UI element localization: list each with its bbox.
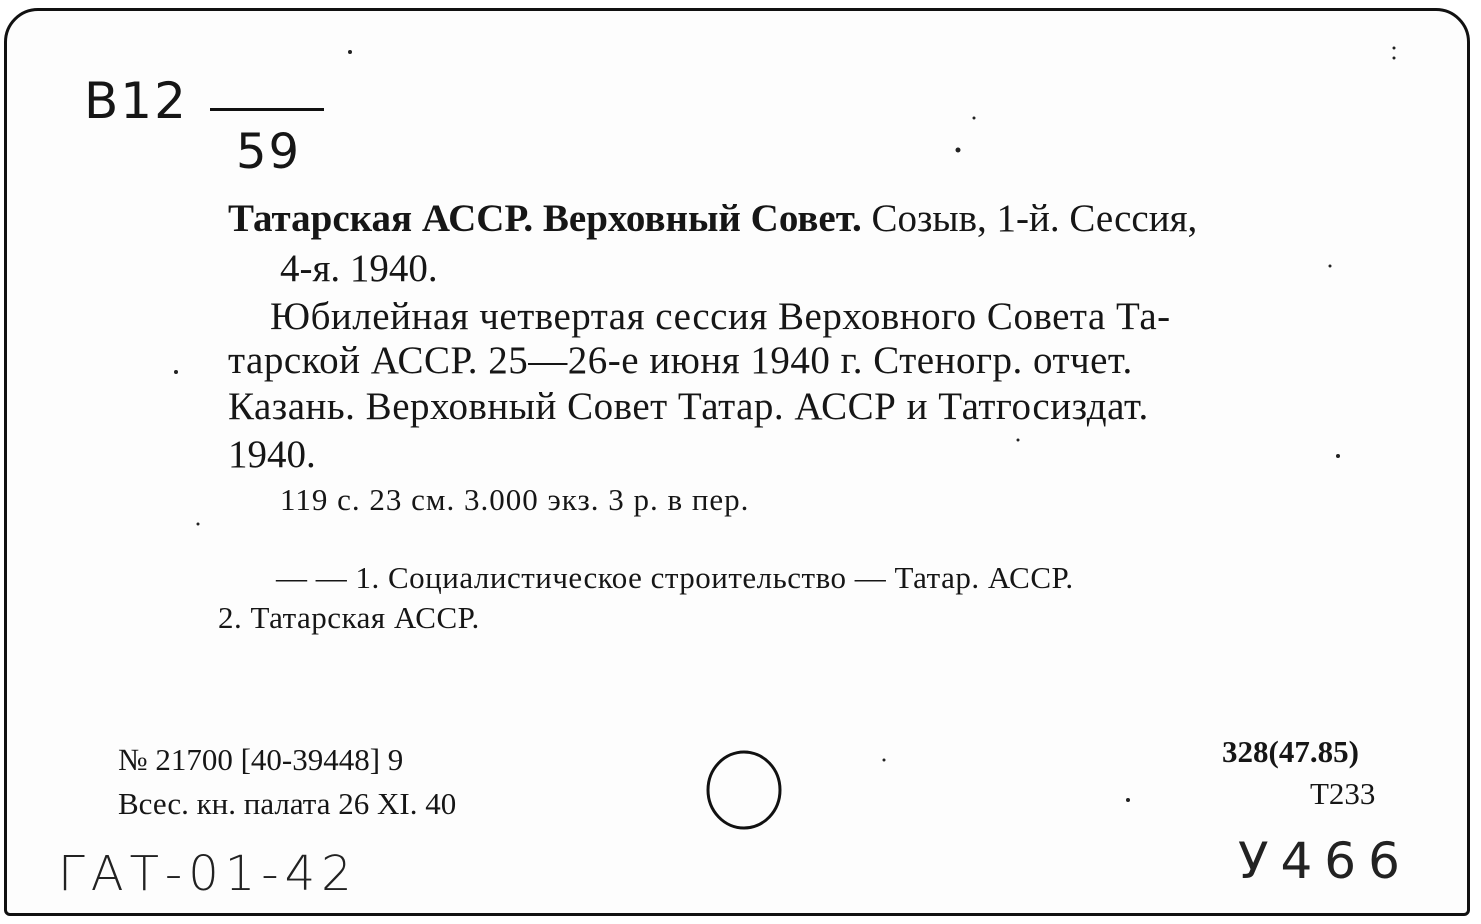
- udc-classification: 328(47.85): [1222, 734, 1359, 769]
- title-line-3: Казань. Верховный Совет Татар. АССР и Татгосиздат.: [228, 385, 1149, 428]
- title-line-4: 1940.: [228, 433, 316, 476]
- collation: 119 с. 23 см. 3.000 экз. 3 р. в пер.: [280, 482, 750, 517]
- handwritten-archive-mark: ГАТ-01-42: [58, 846, 358, 902]
- subject-heading-1: — — 1. Социалистическое строительство — Татар. АССР.: [276, 560, 1074, 595]
- heading-session: Созыв, 1-й. Сессия,: [861, 197, 1198, 240]
- call-number-denominator: 59: [236, 124, 302, 180]
- book-chamber-stamp: Всес. кн. палата 26 XI. 40: [118, 786, 457, 821]
- author-mark: Т233: [1310, 776, 1376, 811]
- heading-line-2: 4-я. 1940.: [280, 247, 438, 290]
- subject-heading-2: 2. Татарская АССР.: [218, 600, 480, 635]
- card-number: № 21700 [40-39448] 9: [118, 742, 404, 777]
- title-line-1: Юбилейная четвертая сессия Верховного Совета Та-: [270, 295, 1171, 338]
- handwritten-inventory-mark: У466: [1238, 832, 1412, 890]
- title-line-2: тарской АССР. 25—26-е июня 1940 г. Стеногр. отчет.: [228, 339, 1133, 382]
- heading-corporate-author: Татарская АССР. Верховный Совет.: [228, 197, 862, 240]
- call-number-numerator: B12: [84, 72, 188, 130]
